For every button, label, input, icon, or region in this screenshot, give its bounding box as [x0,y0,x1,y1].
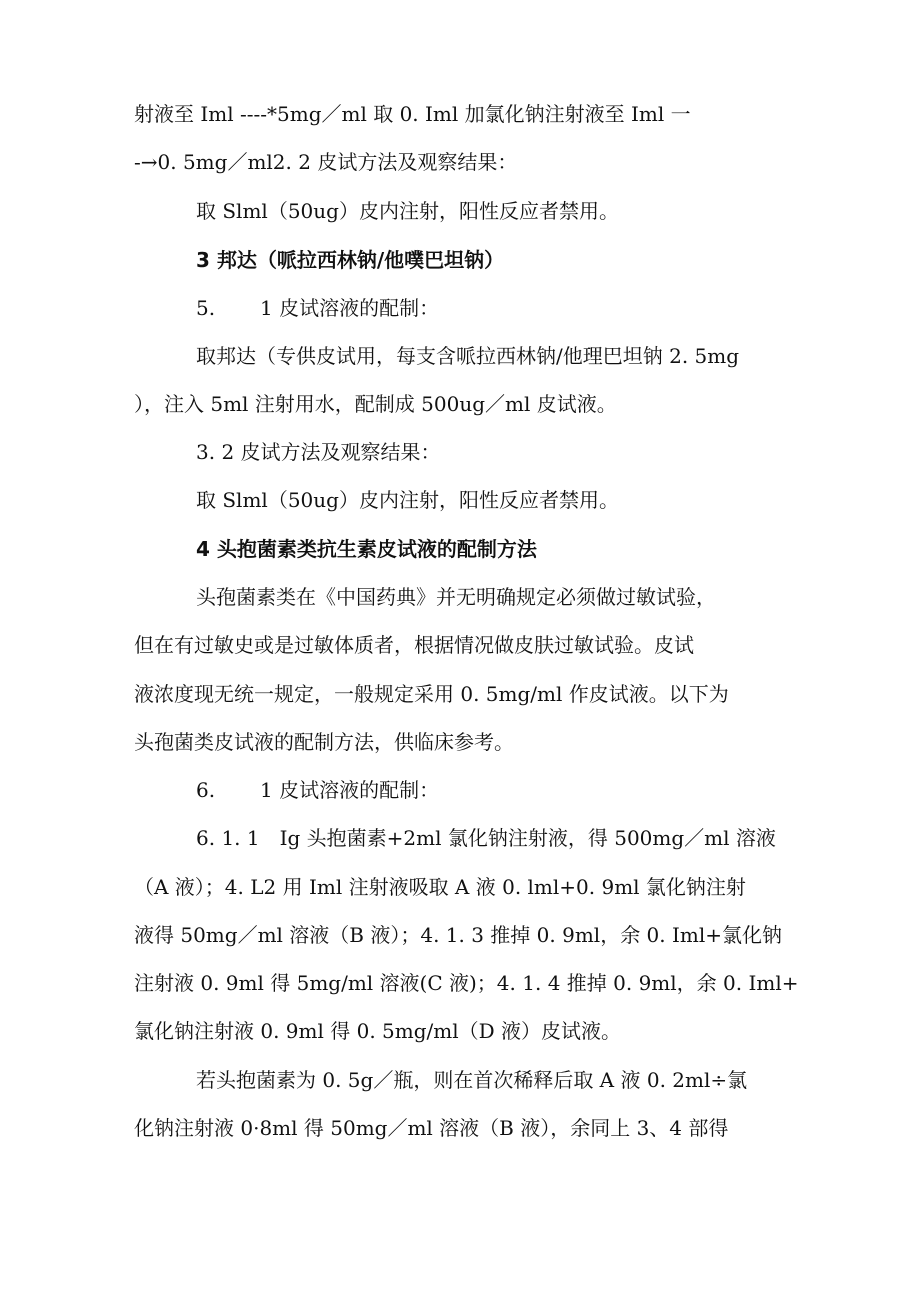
text-line: 液浓度现无统一规定，一般规定采用 0. 5mg/ml 作皮试液。以下为 [134,682,729,706]
text-line: -→0. 5mg／ml2. 2 皮试方法及观察结果： [134,150,518,174]
text-line: 化钠注射液 0·8ml 得 50mg／ml 溶液（B 液），余同上 3、4 部得 [134,1116,729,1140]
list-number: 6. [196,778,216,802]
text-line: 注射液 0. 9ml 得 5mg/ml 溶液(C 液)；4. 1. 4 推掉 0. 9ml，余 0. Iml+ [134,971,799,995]
text-line: 3. 2 皮试方法及观察结果： [196,440,441,464]
subheading-text: 1 皮试溶液的配制： [260,778,440,802]
text-line: 6. 1. 1 Ig 头抱菌素+2ml 氯化钠注射液，得 500mg／ml 溶液 [196,826,776,850]
section-heading: 3 邦达（哌拉西林钠/他噗巴坦钠） [196,248,505,272]
text-line: 氯化钠注射液 0. 9ml 得 0. 5mg/ml（D 液）皮试液。 [134,1019,622,1043]
text-line: 液得 50mg／ml 溶液（B 液）；4. 1. 3 推掉 0. 9ml，余 0. Iml+氯化钠 [134,923,783,947]
text-line: ），注入 5ml 注射用水，配制成 500ug／ml 皮试液。 [134,392,617,416]
numbered-line [196,776,439,804]
section-heading: 4 头抱菌素类抗生素皮试液的配制方法 [196,537,537,561]
text-line: （A 液）；4. L2 用 Iml 注射液吸取 A 液 0. lml+0. 9ml 氯化钠注射 [134,875,746,899]
text-line: 但在有过敏史或是过敏体质者，根据情况做皮肤过敏试验。皮试 [134,633,694,657]
numbered-line [196,294,439,322]
text-line: 取 Slml（50ug）皮内注射，阳性反应者禁用。 [196,199,619,223]
text-line: 头孢菌类皮试液的配制方法，供临床参考。 [134,730,514,754]
list-number: 5. [196,296,216,320]
text-line: 头孢菌素类在《中国药典》并无明确规定必须做过敏试验， [196,585,716,609]
text-line: 若头抱菌素为 0. 5g／瓶，则在首次稀释后取 A 液 0. 2ml÷氯 [196,1068,748,1092]
text-line: 取邦达（专供皮试用，每支含哌拉西林钠/他理巴坦钠 2. 5mg [196,344,740,368]
text-line: 射液至 Iml ----*5mg／ml 取 0. Iml 加氯化钠注射液至 Iml 一 [134,102,691,126]
subheading-text: 1 皮试溶液的配制： [260,296,440,320]
text-line: 取 Slml（50ug）皮内注射，阳性反应者禁用。 [196,488,619,512]
